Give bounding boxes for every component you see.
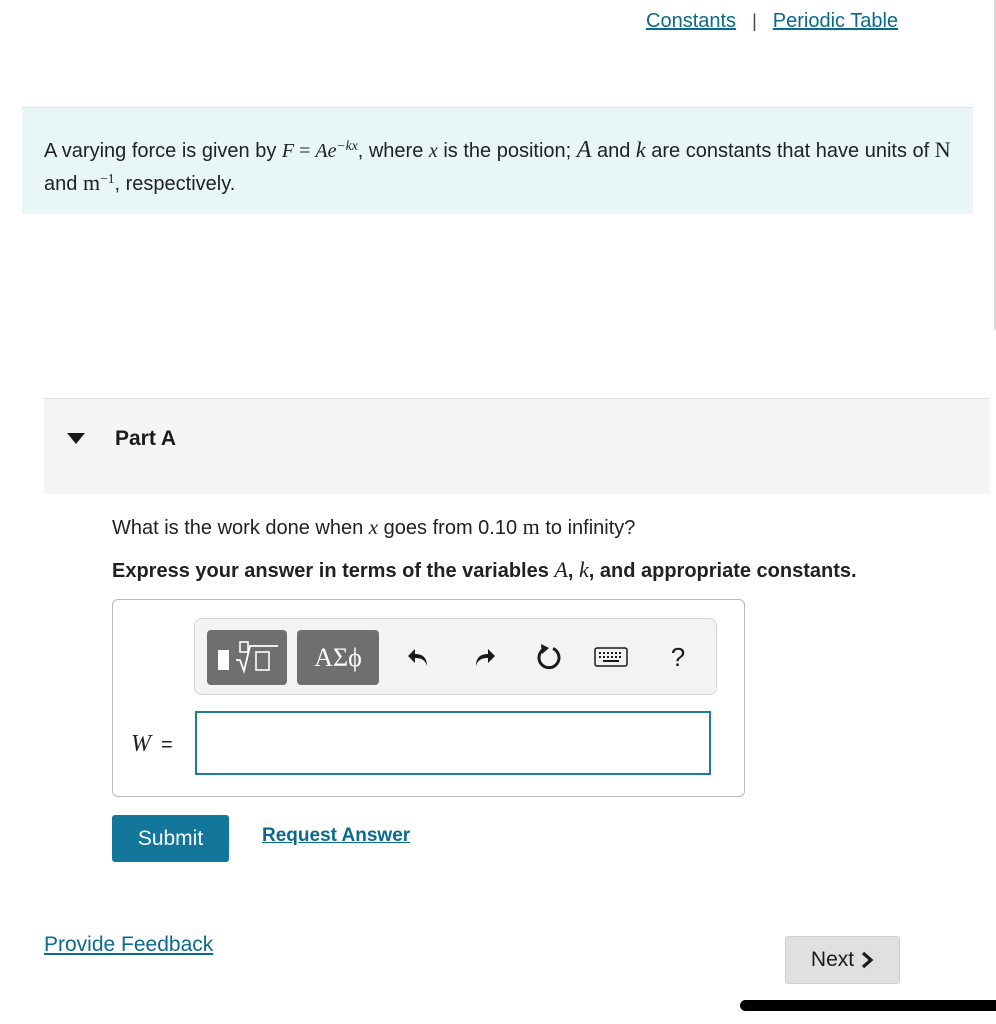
instruction-part: Express your answer in terms of the variables	[112, 560, 555, 582]
unit-N: N	[934, 137, 951, 162]
undo-icon[interactable]	[402, 639, 436, 675]
math-toolbar	[194, 618, 717, 695]
unit-exponent: −1	[100, 170, 115, 186]
math-e: e	[327, 140, 337, 162]
instruction-part: ,	[567, 560, 579, 582]
math-exponent: −kx	[336, 137, 358, 153]
equals-sign: =	[161, 734, 173, 756]
math-F: F	[281, 140, 295, 162]
intro-text: , where	[357, 140, 429, 162]
question-part: What is the work done when	[112, 517, 369, 539]
constants-link[interactable]: Constants	[646, 10, 737, 32]
answer-box	[112, 599, 745, 797]
home-indicator	[740, 1000, 996, 1011]
math-A: A	[554, 557, 568, 582]
intro-text: is the position;	[437, 140, 577, 162]
math-equals: =	[294, 140, 316, 162]
collapse-triangle-icon[interactable]	[67, 433, 85, 444]
request-answer-link[interactable]: Request Answer	[262, 825, 411, 846]
intro-text: and	[44, 173, 83, 195]
math-k: k	[578, 557, 589, 582]
submit-button[interactable]: Submit	[112, 815, 229, 862]
math-x: x	[428, 140, 438, 162]
question-part: to infinity?	[539, 517, 636, 539]
math-k: k	[635, 137, 646, 162]
instruction-part: , and appropriate constants.	[588, 560, 857, 582]
intro-text: A varying force is given by	[44, 140, 282, 162]
unit-m: m	[522, 514, 540, 539]
intro-text: and	[591, 140, 636, 162]
answer-input[interactable]	[195, 711, 711, 775]
problem-intro	[22, 107, 973, 214]
next-button[interactable]	[785, 936, 900, 984]
math-A: A	[315, 140, 328, 162]
next-label: Next	[810, 948, 855, 971]
reset-icon[interactable]	[532, 639, 566, 675]
intro-text: are constants that have units of	[645, 140, 935, 162]
top-links	[646, 10, 898, 33]
greek-symbols-button[interactable]: ΑΣϕ	[297, 630, 379, 685]
template-button[interactable]	[207, 630, 287, 685]
chevron-right-icon	[860, 951, 874, 969]
question-part: goes from 0.10	[378, 517, 523, 539]
link-separator: |	[752, 11, 757, 31]
provide-feedback-link[interactable]: Provide Feedback	[44, 933, 214, 956]
math-x: x	[368, 515, 379, 539]
part-title: Part A	[115, 427, 177, 450]
keyboard-icon[interactable]	[594, 639, 628, 675]
help-icon[interactable]: ?	[670, 641, 686, 672]
math-A: A	[576, 137, 592, 163]
intro-text: , respectively.	[114, 173, 236, 195]
part-a-header[interactable]	[44, 398, 990, 494]
template-icon	[214, 640, 280, 676]
periodic-table-link[interactable]: Periodic Table	[772, 10, 899, 32]
redo-icon[interactable]	[467, 639, 501, 675]
answer-instruction	[112, 557, 857, 583]
math-W: W	[131, 731, 151, 757]
unit-m: m	[82, 170, 101, 195]
question-text	[112, 514, 635, 540]
answer-variable-label	[131, 730, 173, 758]
